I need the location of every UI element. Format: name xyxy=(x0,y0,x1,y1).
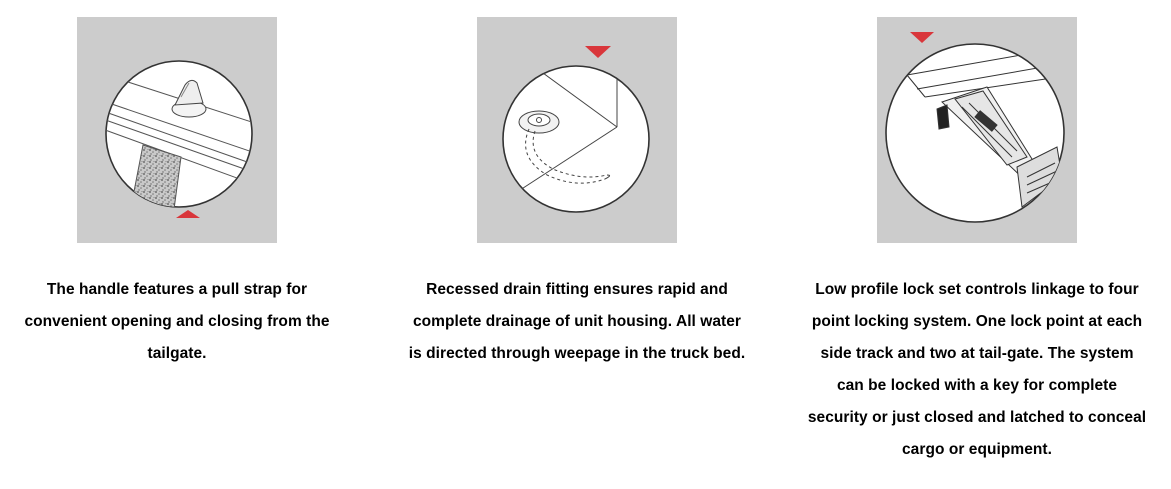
handle-caption: The handle features a pull strap for convenient opening and closing from the tailgate. xyxy=(24,281,330,362)
handle-pull-strap-illustration xyxy=(77,17,277,243)
drain-fitting-illustration xyxy=(477,17,677,243)
drain-illustration-panel xyxy=(477,17,677,243)
lock-caption: Low profile lock set controls linkage to four point locking system. One lock point at each side track and two at tail-gate. The system can be locked with a key for complete security or just closed and latched to conceal cargo or equipment. xyxy=(807,281,1147,458)
marker-down-icon xyxy=(585,46,611,58)
marker-down-icon xyxy=(910,32,934,43)
lock-illustration-panel xyxy=(877,17,1077,243)
handle-illustration-panel xyxy=(77,17,277,243)
drain-caption: Recessed drain fitting ensures rapid and complete drainage of unit housing. All water is directed through weepage in the truck bed. xyxy=(408,281,746,362)
marker-up-icon xyxy=(176,210,200,218)
lock-set-illustration xyxy=(877,17,1077,243)
